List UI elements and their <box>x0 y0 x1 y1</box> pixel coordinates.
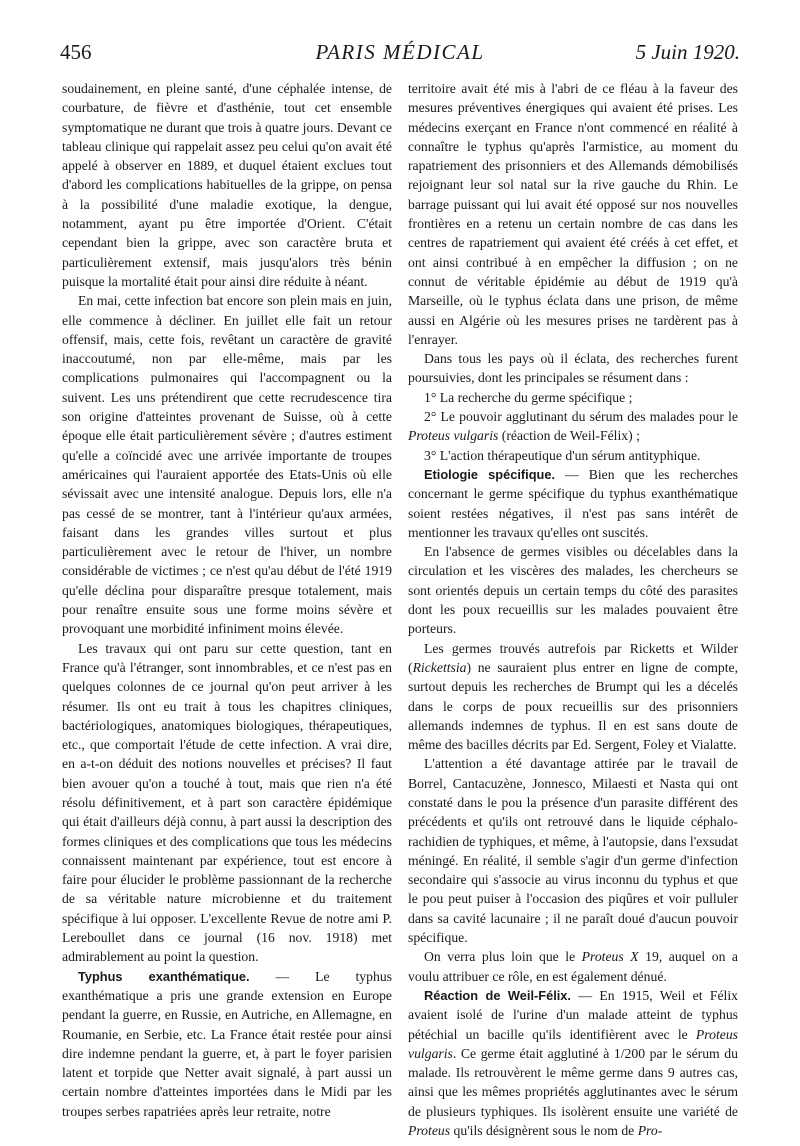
page-number: 456 <box>60 40 92 64</box>
paragraph: L'attention a été davantage attirée par le travail de Borrel, Cantacuzène, Jonnesco, Milaesti et Nasta qui ont constaté dans le pou la présence d'un parasite différent des précédents et qu'ils ont retrouvé dans le liquide céphalo-rachidien de typhiques, et même, à l'autopsie, dans l'exsudat méningé. En réalité, il semble s'agir d'un germe d'infection secondaire qui s'associe au virus inconnu du typhus et que le pou peut puiser à l'occasion des piqûres et voir pulluler dans sa cavité lacunaire ; il ne paraît doué d'aucun pouvoir spécifique. <box>408 756 738 946</box>
list-item <box>408 407 738 446</box>
paragraph: Dans tous les pays où il éclata, des recherches furent poursuivies, dont les principales se résument dans : <box>408 351 738 386</box>
paragraph-text: 19, auquel on a voulu attribuer ce rôle, en est également dénué. <box>408 949 739 984</box>
issue-date: 5 Juin 1920. <box>635 40 740 64</box>
paragraph-text: Les germes trouvés autrefois par Ricketts et Wilder ( <box>408 640 738 675</box>
list-text: (réaction de Weil-Félix) ; <box>498 428 640 444</box>
right-column <box>408 79 739 1139</box>
page-header <box>60 40 740 74</box>
section-heading-weil-felix: Réaction de Weil-Félix. <box>424 987 571 1003</box>
emphasis: Proteus vulgaris <box>408 1026 738 1061</box>
paragraph-text: ) ne sauraient plus entrer en ligne de compte, surtout depuis les recherches de Brumpt qui les a décelés dans le corps de poux recueillis sur des prisonniers allemands indemnes de typhus. Il en est sans doute de même des bacilles décrits par Ed. Sergent, Foley et Vialatte. <box>408 659 738 753</box>
emphasis: Proteus X <box>581 949 639 965</box>
emphasis: Proteus <box>408 1123 451 1139</box>
list-item: 3° L'action thérapeutique d'un sérum antityphique. <box>424 447 701 463</box>
paragraph-text: . Ce germe était agglutiné à 1/200 par le sérum du malade. Ils retrouvèrent le même germe dans 9 autres cas, ainsi que les mêmes propriétés agglutinantes avec le sérum de plusieurs typhiques. Ils isolèrent ensuite une variété de <box>408 1045 738 1119</box>
paragraph: soudainement, en pleine santé, d'une céphalée intense, de courbature, de fièvre et d'asthénie, tout cet ensemble symptomatique ne durant que trois à quatre jours. Devant ce tableau clinique qui rappelait assez peu celui qu'on avait été appelé à observer en 1889, et duquel étaient exclues tout d'abord les complications habituelles de la grippe, on pensa à la possibilité d'une maladie exotique, la dengue, notamment, ayant pu être importée d'Orient. C'était cependant bien la grippe, avec son caractère bruta et particulièrement extensif, mais jusqu'alors très bénin puisque la mortalité était pour ainsi dire réduite à néant. <box>62 81 392 289</box>
list-item: 1° La recherche du germe spécifique ; <box>424 389 633 405</box>
list-text: 2° Le pouvoir agglutinant du sérum des malades pour le <box>424 409 738 425</box>
paragraph <box>408 947 738 986</box>
paragraph-text: On verra plus loin que le <box>424 949 582 965</box>
emphasis: Rickettsia <box>412 659 467 675</box>
paragraph-text: — En 1915, Weil et Félix avaient isolé de l'urine d'un malade atteint de typhus pétéchial un bacille qu'ils identifièrent avec le <box>408 987 738 1042</box>
paragraph-text: — Le typhus exanthématique a pris une grande extension en Europe pendant la guerre, en Russie, en Autriche, en Allemagne, en Roumanie, en Serbie, etc. La France était restée pour ainsi dire indemne pendant la guerre, et, à part le foyer parisien latent et torpide que Netter avait signalé, à part aussi un certain nombre d'atteintes importées dans le Midi par les troupes serbes rapatriées après leur retraite, notre <box>62 968 392 1119</box>
paragraph: territoire avait été mis à l'abri de ce fléau à la faveur des mesures préventives énergiques qui avaient été prises. Les médecins exerçant en France n'ont commencé en réalité à connaître le typhus qu'après l'armistice, au moment du rapatriement des prisonniers et des Allemands démobilisés rejoignant leur sol natal sur la rive gauche du Rhin. Le barrage puissant qui lui avait été opposé sur nos nouvelles frontières en a retenu un certain nombre de cas dans les centres de rapatriement qui avaient été créés à cet effet, et ont ainsi contribué à en empêcher la diffusion ; on ne connut de véritable épidémie au début de 1919 qu'à Marseille, où le typhus éclata dans une prison, de même aussi en Algérie où les mesures prises ne tardèrent pas à l'enrayer. <box>408 81 738 347</box>
left-column <box>62 79 392 1129</box>
paragraph-text: qu'ils désignèrent sous le nom de <box>450 1123 638 1139</box>
emphasis: Proteus vulgaris <box>408 428 499 444</box>
section-heading-etiologie: Etiologie spécifique. <box>424 466 556 482</box>
paragraph: En mai, cette infection bat encore son plein mais en juin, elle commence à décliner. En juillet elle fait un retour offensif, mais, cette fois, revêtant un caractère de gravité inaccoutumé, non par elle-même, mais par les complications pulmonaires qui l'accompagnent ou la suivent. Les uns prétendirent que cette recrudescence tira son origine d'atteintes provenant de Suisse, où à cette époque elle était particulièrement sévère ; d'autres estiment qu'elle a coïncidé avec une arrivée importante de troupes américaines qui l'auraient apportée des Etats-Unis où elle sévissait avec une intensité analogue. Depuis lors, elle n'a pas cessé de se montrer, tant à l'intérieur qu'aux armées, faisant dans les grandes villes surtout et plus particulièrement avec le retour de l'hiver, un nombre considérable de victimes ; ce n'est qu'au début de l'été 1919 qu'elle déclina pour disparaître presque totalement, mais pour renaître ensuite sous une forme moins sévère et provoquant une morbidité infiniment moins élevée. <box>62 293 392 637</box>
section-paragraph <box>62 967 392 1121</box>
paragraph-text: — Bien que les recherches concernant le germe spécifique du typhus exanthématique soient restées négatives, il n'est pas sans intérêt de mentionner les travaux qu'elles ont suscités. <box>408 466 739 540</box>
paragraph: Les travaux qui ont paru sur cette question, tant en France qu'à l'étranger, sont innombrables, et ce n'est pas en quelques colonnes de ce journal qu'on peut arriver à les résumer. Ils ont eu trait à tous les chapitres cliniques, bactériologiques, anatomiques biologiques, thérapeutiques, etc., que comportait l'étude de cette infection. A vrai dire, en a-t-on déduit des notions nouvelles et précises? Il faut bien avouer qu'on a touché à tout, mais que rien n'a été résolu définitivement, et à part son caractère épidémique qui était d'ailleurs déjà connu, à part aussi la description des formes cliniques et des complications que tous les médecins connaissent maintenant par expérience, tout est encore à faire pour élucider le problème passionnant de la recherche de sa véritable nature microbienne et du traitement spécifique à lui opposer. L'excellente Revue de notre ami P. Lereboullet dans ce journal (16 nov. 1918) met admirablement au point la question. <box>62 640 392 965</box>
paragraph: En l'absence de germes visibles ou décelables dans la circulation et les viscères des malades, les chercheurs se sont orientés depuis un certain temps du côté des parasites dont les poux recueillis sur les malades pouvaient être porteurs. <box>408 544 738 637</box>
section-heading-typhus: Typhus exanthématique. <box>78 968 250 984</box>
section-paragraph <box>408 465 738 542</box>
emphasis: Pro- <box>637 1123 663 1139</box>
section-paragraph <box>408 986 738 1140</box>
paragraph <box>408 639 738 755</box>
journal-title: PARIS MÉDICAL <box>315 40 485 64</box>
